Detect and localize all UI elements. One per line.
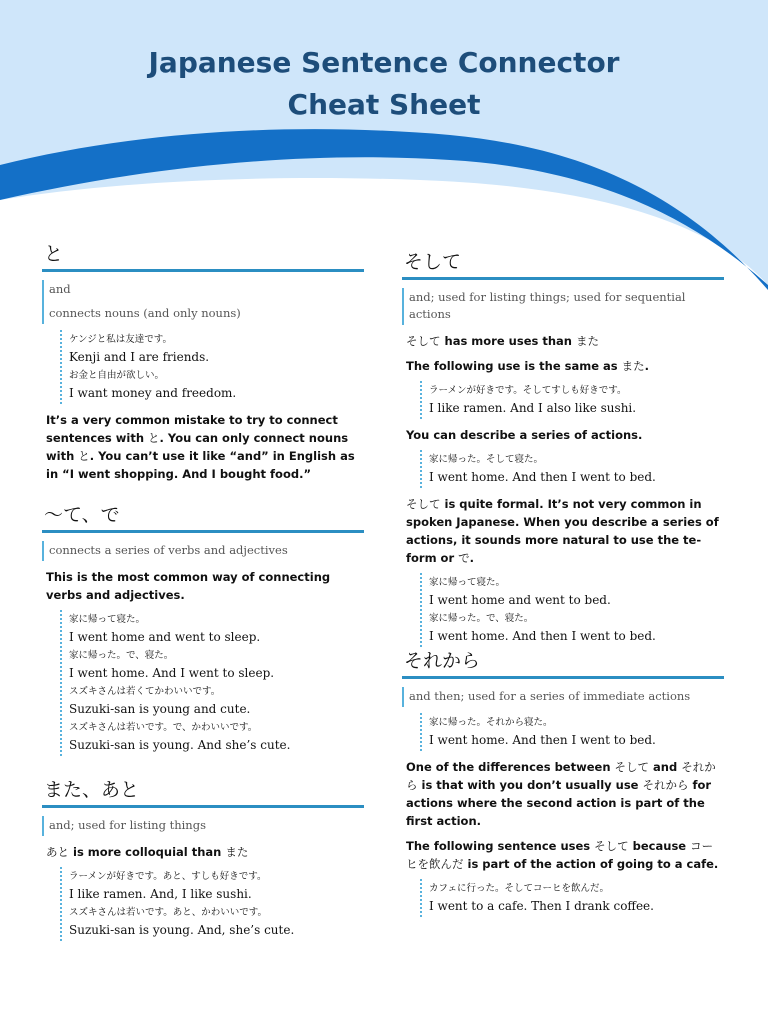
- note-part: has more uses than: [440, 334, 576, 348]
- section-mata: [42, 778, 364, 941]
- note-part: and: [649, 760, 682, 774]
- note-japanese: そして: [406, 497, 441, 511]
- example-english: Suzuki-san is young. And she’s cute.: [69, 738, 291, 752]
- example-box: [60, 610, 364, 756]
- definition-box: [402, 288, 724, 325]
- example-english: I went home and went to bed.: [429, 593, 611, 607]
- definition-line: and; used for listing things: [49, 818, 206, 832]
- example-japanese: スズキさんは若いです。あと、かわいいです。: [69, 907, 267, 918]
- note-japanese: それから: [642, 778, 689, 792]
- section-title: それから: [404, 650, 481, 672]
- note-text: [402, 357, 724, 375]
- definition-box: [42, 541, 364, 561]
- section-title: と: [44, 243, 64, 265]
- section-rule: [42, 805, 364, 808]
- example-japanese: 家に帰って寝た。: [429, 577, 506, 588]
- note-japanese: また: [621, 359, 645, 373]
- section-sorekara: [402, 649, 724, 917]
- definition-box: [42, 816, 364, 836]
- note-part: for actions where the second action is part of the first action.: [406, 778, 712, 828]
- example-english: I went home. And then I went to bed.: [429, 470, 656, 484]
- example-box: [60, 867, 364, 941]
- example-english: I went home and went to sleep.: [69, 630, 261, 644]
- section-rule: [42, 269, 364, 272]
- note-part: is part of the action of going to a cafe.: [463, 857, 719, 871]
- note-text: [402, 332, 724, 350]
- example-japanese: スズキさんは若くてかわいいです。: [69, 686, 221, 697]
- note-part: is quite formal. It’s not very common in spoken Japanese. When you describe a series of actions, it sounds more natural to use the te-form or: [406, 497, 719, 565]
- example-japanese: お金と自由が欲しい。: [69, 370, 165, 381]
- note-text: You can describe a series of actions.: [406, 428, 643, 442]
- note-japanese: また: [575, 334, 599, 348]
- note-text: [42, 843, 364, 861]
- example-english: I went home. And then I went to bed.: [429, 629, 656, 643]
- example-japanese: ラーメンが好きです。そしてすしも好きです。: [429, 385, 627, 396]
- page-title: [0, 42, 768, 126]
- note-part: One of the differences between: [406, 760, 615, 774]
- note-text: [42, 411, 364, 483]
- example-japanese: 家に帰った。それから寝た。: [429, 717, 553, 728]
- note-japanese: と: [78, 449, 90, 463]
- title-line-2: Cheat Sheet: [287, 88, 481, 121]
- note-part: .: [644, 359, 649, 373]
- example-japanese: ケンジと私は友達です。: [69, 334, 173, 345]
- section-to: [42, 242, 364, 483]
- example-japanese: カフェに行った。そしてコーヒを飲んだ。: [429, 883, 610, 894]
- section-te: [42, 503, 364, 756]
- note-japanese: それから: [406, 760, 716, 792]
- section-title: また、あと: [44, 779, 140, 801]
- note-text: [402, 758, 724, 830]
- note-japanese: また: [225, 845, 249, 859]
- example-japanese: スズキさんは若いです。で、かわいいです。: [69, 722, 258, 733]
- note-part: is more colloquial than: [69, 845, 226, 859]
- definition-box: [402, 687, 724, 707]
- example-english: I want money and freedom.: [69, 386, 237, 400]
- note-part: is that with you don’t usually use: [417, 778, 643, 792]
- note-part: . You can’t use it like “and” in English as in “I went shopping. And I bought food.”: [46, 449, 355, 481]
- note-part: because: [628, 839, 691, 853]
- note-japanese: そして: [614, 760, 650, 774]
- example-english: I went to a cafe. Then I drank coffee.: [429, 899, 654, 913]
- note-japanese: と: [148, 431, 160, 445]
- section-soshite: [402, 250, 724, 647]
- definition-box: [42, 280, 364, 324]
- note-part: . You can only connect nouns with: [46, 431, 349, 463]
- definition-line: and: [49, 282, 71, 296]
- note-text: This is the most common way of connecting verbs and adjectives.: [46, 570, 331, 602]
- example-english: Suzuki-san is young and cute.: [69, 702, 251, 716]
- definition-line: and then; used for a series of immediate actions: [409, 689, 691, 703]
- example-japanese: ラーメンが好きです。あと、すしも好きです。: [69, 871, 267, 882]
- title-line-1: Japanese Sentence Connector: [148, 46, 620, 79]
- definition-line: connects nouns (and only nouns): [49, 306, 241, 320]
- section-rule: [402, 277, 724, 280]
- note-part: .: [469, 551, 475, 565]
- note-part: It’s a very common mistake to try to connect sentences with: [46, 413, 338, 445]
- example-japanese: 家に帰った。そして寝た。: [429, 454, 544, 465]
- note-japanese: そして: [594, 839, 629, 853]
- example-english: I like ramen. And I also like sushi.: [429, 401, 637, 415]
- section-rule: [42, 530, 364, 533]
- example-japanese: 家に帰って寝た。: [69, 614, 146, 625]
- example-box: [420, 879, 724, 917]
- section-title: 〜て、で: [44, 504, 120, 526]
- note-part: The following use is the same as: [406, 359, 622, 373]
- example-box: [420, 381, 724, 419]
- example-japanese: 家に帰った。で、寝た。: [69, 650, 174, 661]
- definition-line: and; used for listing things; used for sequential actions: [409, 290, 686, 321]
- note-japanese: そして: [406, 334, 441, 348]
- example-english: Kenji and I are friends.: [69, 350, 210, 364]
- definition-line: connects a series of verbs and adjectives: [49, 543, 288, 557]
- note-japanese: あと: [46, 845, 69, 859]
- example-japanese: 家に帰った。で、寝た。: [429, 613, 534, 624]
- example-english: I like ramen. And, I like sushi.: [69, 887, 252, 901]
- section-title: そして: [404, 251, 462, 273]
- note-text: [402, 837, 724, 873]
- note-text: [402, 495, 724, 567]
- note-japanese: コーヒを飲んだ: [406, 839, 714, 871]
- example-box: [420, 713, 724, 751]
- example-box: [420, 450, 724, 488]
- note-part: The following sentence uses: [406, 839, 595, 853]
- example-english: I went home. And I went to sleep.: [69, 666, 275, 680]
- example-box: [420, 573, 724, 647]
- section-rule: [402, 676, 724, 679]
- note-japanese: で: [458, 551, 470, 565]
- example-english: I went home. And then I went to bed.: [429, 733, 656, 747]
- example-box: [60, 330, 364, 404]
- example-english: Suzuki-san is young. And, she’s cute.: [69, 923, 295, 937]
